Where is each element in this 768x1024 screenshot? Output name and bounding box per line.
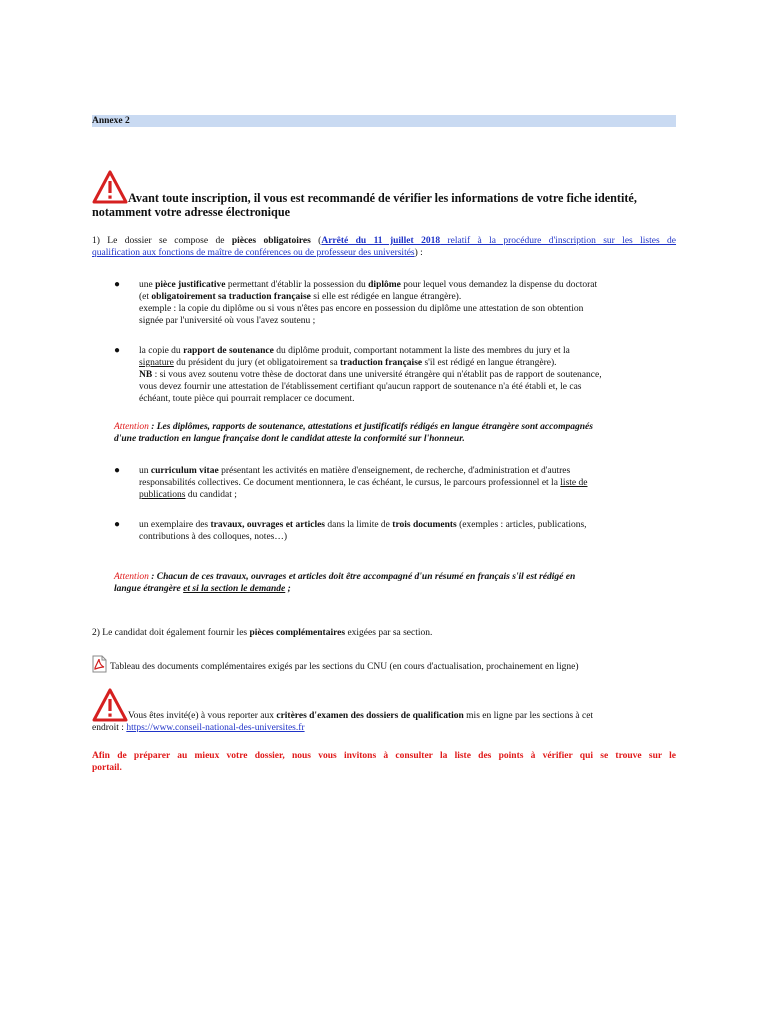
bullet-item-cv: un curriculum vitae présentant les activités en matière d'enseignement, de recherche, d'administration et d'autres responsabilités collectives. Ce document mentionnera, le cas échéant, le cursus, le parcours professionnel et la liste de publications du candidat ; — [139, 466, 588, 500]
bullet-marker: ● — [114, 279, 121, 290]
section1-intro: 1) Le dossier se compose de pièces obligatoires (Arrêté du 11 juillet 2018 relatif à la procédure d'inscription sur les listes de qualification aux fonctions de maître de conférences ou de professeur des universités) : — [92, 236, 677, 258]
attention-note-translations: Attention : Les diplômes, rapports de soutenance, attestations et justificatifs rédigés en langue étrangère sont accompagnés d'une traduction en langue française dont le candidat atteste la conformité sur l'honneur. — [114, 422, 593, 444]
bullet-marker: ● — [114, 345, 121, 356]
pdf-file-icon[interactable] — [92, 655, 107, 673]
criteria-text-line1: Vous êtes invité(e) à vous reporter aux critères d'examen des dossiers de qualification mis en ligne par les sections à cet — [128, 711, 594, 721]
arrete-link[interactable]: Arrêté du 11 juillet 2018 relatif à la procédure d'inscription sur les listes de — [321, 236, 677, 246]
cnu-website-link[interactable]: https://www.conseil-national-des-universites.fr — [126, 723, 305, 733]
annex-label: Annexe 2 — [92, 115, 676, 127]
warning-triangle-icon — [92, 688, 128, 722]
final-note: Afin de préparer au mieux votre dossier, nous vous invitons à consulter la liste des points à vérifier qui se trouve sur le portail. — [92, 751, 676, 773]
bullet-item-piece-justificative: une pièce justificative permettant d'établir la possession du diplôme pour lequel vous demandez la dispense du doctorat (et obligatoirement sa traduction française si elle est rédigée en langue étrangère). exemple : la copie du diplôme ou si vous n'êtes pas encore en possession du diplôme une attestation de son obtention signée par l'université où vous l'avez soutenu ; — [139, 280, 598, 326]
criteria-text-line2: endroit : https://www.conseil-national-des-universites.fr — [92, 723, 305, 733]
bullet-item-travaux: un exemplaire des travaux, ouvrages et articles dans la limite de trois documents (exemples : articles, publications, contributions à des colloques, notes…) — [139, 520, 587, 542]
arrete-link-cont[interactable]: qualification aux fonctions de maître de conférences ou de professeur des universités — [92, 248, 415, 258]
warning-triangle-icon — [92, 170, 128, 204]
bullet-item-rapport-soutenance: la copie du rapport de soutenance du diplôme produit, comportant notamment la liste des membres du jury et la signature du président du jury (et obligatoirement sa traduction française s'il est rédigé en langue étrangère). NB : si vous avez soutenu votre thèse de doctorat dans une université étrangère qui n'établit pas de rapport de soutenance, vous devez fournir une attestation de l'établissement certifiant qu'aucun rapport de soutenance n'a été établi et, le cas échéant, toute pièce qui pourrait remplacer ce document. — [139, 346, 602, 404]
bullet-marker: ● — [114, 465, 121, 476]
warning-header-line2: notamment votre adresse électronique — [92, 205, 291, 219]
pdf-table-link-text[interactable]: Tableau des documents complémentaires exigés par les sections du CNU (en cours d'actualisation, prochainement en ligne) — [110, 662, 579, 672]
warning-header-line1: Avant toute inscription, il vous est recommandé de vérifier les informations de votre fiche identité, — [128, 191, 637, 205]
attention-note-resume: Attention : Chacun de ces travaux, ouvrages et articles doit être accompagné d'un résumé en français s'il est rédigé en langue étrangère et si la section le demande ; — [114, 572, 576, 594]
bullet-marker: ● — [114, 519, 121, 530]
section2-intro: 2) Le candidat doit également fournir les pièces complémentaires exigées par sa section. — [92, 628, 433, 638]
